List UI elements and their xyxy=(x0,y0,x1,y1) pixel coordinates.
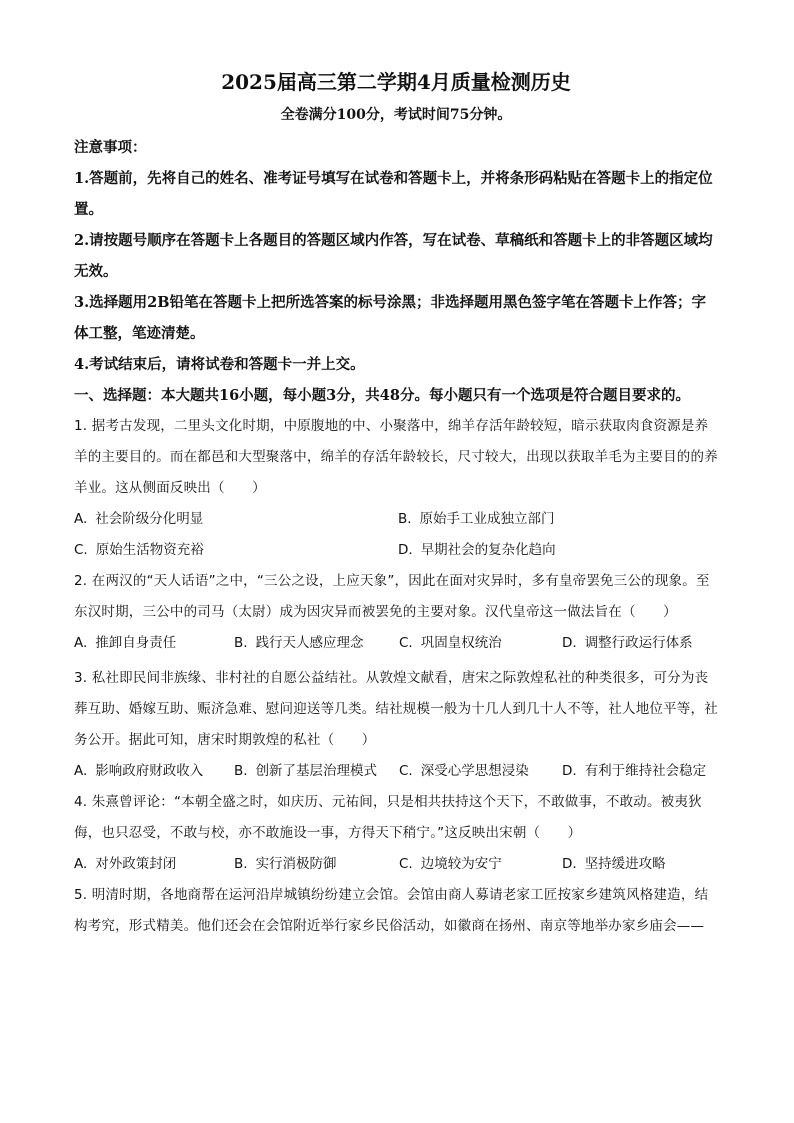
option-a[interactable] xyxy=(74,628,234,659)
option-c[interactable] xyxy=(74,535,398,566)
option-text: 对外政策封闭 xyxy=(95,856,177,872)
option-text: 边境较为安宁 xyxy=(420,856,502,872)
option-text: 巩固皇权统治 xyxy=(420,635,502,651)
option-text: 社会阶级分化明显 xyxy=(95,511,204,527)
page-title: 2025届高三第二学期4月质量检测历史 xyxy=(221,70,571,94)
question-1 xyxy=(74,411,718,566)
option-letter: A. xyxy=(74,856,88,872)
option-b[interactable] xyxy=(234,849,399,880)
option-text: 原始手工业成独立部门 xyxy=(419,511,555,527)
question-stem: 5. 明清时期，各地商帮在运河沿岸城镇纷纷建立会馆。会馆由商人募请老家工匠按家乡建筑风格建造，结构考究，形式精美。他们还会在会馆附近举行家乡民俗活动，如徽商在扬州、南京等地举办家乡庙会—— xyxy=(74,887,709,934)
question-stem: 2. 在两汉的“天人话语”之中，“三公之设，上应天象”，因此在面对灾异时，多有皇帝罢免三公的现象。至东汉时期，三公中的司马（太尉）成为因灾异而被罢免的主要对象。汉代皇帝这一做法旨在（ ） xyxy=(74,573,710,620)
option-letter: B. xyxy=(234,635,248,651)
option-letter: D. xyxy=(562,856,577,872)
exam-duration-note: 全卷满分100分，考试时间75分钟。 xyxy=(280,107,512,123)
question-5 xyxy=(74,880,718,942)
option-letter: C. xyxy=(74,542,88,558)
option-text: 推卸自身责任 xyxy=(95,635,177,651)
option-d[interactable] xyxy=(562,849,718,880)
option-text: 原始生活物资充裕 xyxy=(95,542,204,558)
option-letter: C. xyxy=(399,856,413,872)
option-letter: B. xyxy=(234,856,248,872)
option-text: 坚持缓进攻略 xyxy=(584,856,666,872)
option-letter: B. xyxy=(398,511,412,527)
question-stem: 4. 朱熹曾评论：“本朝全盛之时，如庆历、元祐间，只是相共扶持这个天下，不敢做事，不敢动。被夷狄侮，也只忍受，不敢与校，亦不敢施设一事，方得天下稍宁。”这反映出宋朝（ ） xyxy=(74,794,702,841)
option-letter: D. xyxy=(562,763,577,779)
notice-heading: 注意事项： xyxy=(74,139,147,156)
option-text: 深受心学思想浸染 xyxy=(420,763,529,779)
notice-item-2: 2.请按题号顺序在答题卡上各题目的答题区域内作答，写在试卷、草稿纸和答题卡上的非答题区域均无效。 xyxy=(74,232,713,280)
notice-item-4: 4.考试结束后，请将试卷和答题卡一并上交。 xyxy=(74,356,365,373)
notice-section xyxy=(74,132,718,380)
option-text: 践行天人感应理念 xyxy=(255,635,364,651)
option-letter: C. xyxy=(399,763,413,779)
option-letter: C. xyxy=(399,635,413,651)
question-stem: 1. 据考古发现，二里头文化时期，中原腹地的中、小聚落中，绵羊存活年龄较短，暗示获取肉食资源是养羊的主要目的。而在都邑和大型聚落中，绵羊的存活年龄较长，尺寸较大，出现以获取羊毛为主要目的的养羊业。这从侧面反映出（ ） xyxy=(74,418,718,496)
option-d[interactable] xyxy=(562,756,718,787)
option-text: 有利于维持社会稳定 xyxy=(584,763,707,779)
option-a[interactable] xyxy=(74,504,398,535)
options-group xyxy=(74,628,718,659)
notice-item-3: 3.选择题用2B铅笔在答题卡上把所选答案的标号涂黑；非选择题用黑色签字笔在答题卡上作答；字体工整，笔迹清楚。 xyxy=(74,294,706,342)
option-letter: A. xyxy=(74,511,88,527)
option-letter: B. xyxy=(234,763,248,779)
section-heading: 一、选择题：本大题共16小题，每小题3分，共48分。每小题只有一个选项是符合题目要求的。 xyxy=(74,387,690,404)
options-group xyxy=(74,849,718,880)
question-4 xyxy=(74,787,718,880)
option-text: 早期社会的复杂化趋向 xyxy=(420,542,556,558)
option-text: 创新了基层治理模式 xyxy=(255,763,378,779)
option-a[interactable] xyxy=(74,756,234,787)
options-group xyxy=(74,504,718,566)
question-2 xyxy=(74,566,718,659)
option-letter: D. xyxy=(562,635,577,651)
option-c[interactable] xyxy=(399,756,562,787)
option-d[interactable] xyxy=(398,535,718,566)
notice-item-1: 1.答题前，先将自己的姓名、准考证号填写在试卷和答题卡上，并将条形码粘贴在答题卡上的指定位置。 xyxy=(74,170,713,218)
option-b[interactable] xyxy=(234,756,399,787)
options-group xyxy=(74,756,718,787)
option-text: 调整行政运行体系 xyxy=(584,635,693,651)
option-text: 实行消极防御 xyxy=(255,856,337,872)
option-b[interactable] xyxy=(398,504,718,535)
option-letter: D. xyxy=(398,542,413,558)
option-letter: A. xyxy=(74,635,88,651)
option-text: 影响政府财政收入 xyxy=(95,763,204,779)
question-3 xyxy=(74,663,718,787)
option-a[interactable] xyxy=(74,849,234,880)
option-b[interactable] xyxy=(234,628,399,659)
option-c[interactable] xyxy=(399,628,562,659)
option-c[interactable] xyxy=(399,849,562,880)
option-letter: A. xyxy=(74,763,88,779)
question-stem: 3. 私社即民间非族缘、非村社的自愿公益结社。从敦煌文献看，唐宋之际敦煌私社的种类很多，可分为丧葬互助、婚嫁互助、赈济急难、慰问迎送等几类。结社规模一般为十几人到几十人不等，社人地位平等，社务公开。据此可知，唐宋时期敦煌的私社（ ） xyxy=(74,670,718,748)
option-d[interactable] xyxy=(562,628,718,659)
